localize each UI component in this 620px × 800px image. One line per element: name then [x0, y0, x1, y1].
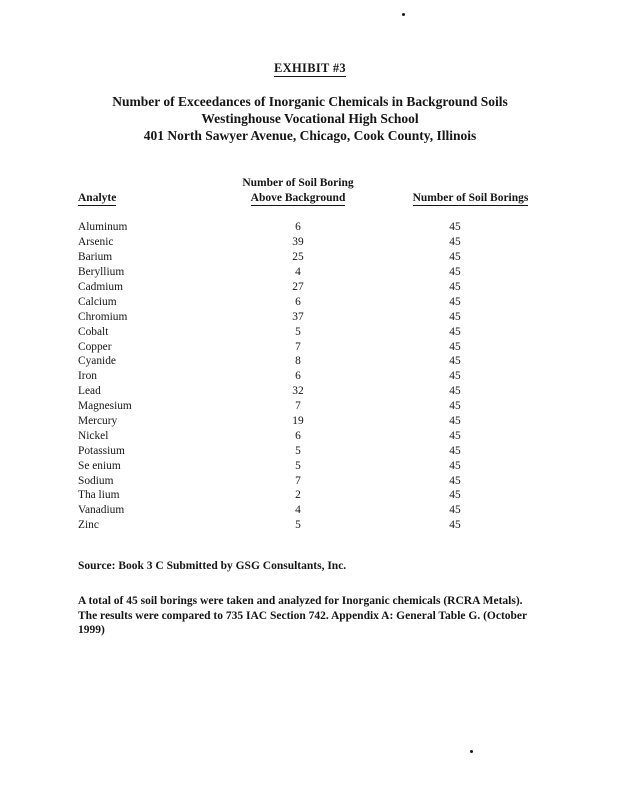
analysis-note-line-1: A total of 45 soil borings were taken and analyzed for Inorganic chemicals (RCRA Metals).: [78, 595, 523, 607]
table-row: [78, 235, 552, 250]
table-row: [78, 220, 552, 235]
analyte-cell: Iron: [78, 370, 97, 383]
analyte-cell: Cobalt: [78, 325, 109, 338]
borings-cell: 45: [449, 385, 461, 398]
borings-cell: 45: [449, 295, 461, 308]
above-background-cell: 6: [295, 429, 301, 442]
table-row: [78, 384, 552, 399]
above-background-cell: 7: [295, 340, 301, 353]
document-title-line-2: Westinghouse Vocational High School: [201, 110, 419, 126]
above-background-cell: 6: [295, 370, 301, 383]
borings-cell: 45: [449, 340, 461, 353]
above-background-cell: 7: [295, 400, 301, 413]
above-background-cell: 39: [292, 236, 304, 249]
document-title-line-3: 401 North Sawyer Avenue, Chicago, Cook County, Illinois: [143, 127, 477, 143]
borings-cell: 45: [449, 281, 461, 293]
borings-cell: 45: [449, 474, 461, 487]
table-row: [78, 443, 552, 458]
above-background-cell: 5: [295, 325, 301, 338]
borings-cell: 45: [449, 266, 461, 279]
analyte-cell: Mercury: [78, 415, 118, 428]
scan-speck: [470, 750, 473, 753]
above-background-cell: 4: [295, 504, 301, 517]
table-row: [78, 473, 552, 488]
analyte-cell: Sodium: [78, 474, 114, 487]
borings-cell: 45: [449, 400, 461, 413]
borings-column-header: Number of Soil Borings: [412, 192, 529, 204]
borings-cell: 45: [449, 519, 461, 532]
exceedances-column-header-line2: Above Background: [250, 192, 346, 204]
above-background-cell: 8: [295, 355, 301, 368]
table-row: [78, 414, 552, 429]
borings-cell: 45: [449, 504, 461, 517]
analysis-note-line-3: 1999): [78, 624, 105, 637]
table-row: [78, 428, 552, 443]
table-row: [78, 339, 552, 354]
borings-cell: 45: [449, 489, 461, 502]
above-background-cell: 4: [295, 266, 301, 279]
table-row: [78, 324, 552, 339]
analyte-cell: Cyanide: [78, 355, 116, 368]
above-background-cell: 6: [295, 295, 301, 308]
document-title-line-1: Number of Exceedances of Inorganic Chemicals in Background Soils: [112, 94, 508, 109]
table-row: [78, 458, 552, 473]
above-background-cell: 37: [292, 310, 304, 323]
analyte-cell: Zinc: [78, 519, 99, 532]
borings-cell: 45: [449, 459, 461, 472]
table-row: [78, 369, 552, 384]
borings-cell: 45: [449, 236, 461, 249]
above-background-cell: 2: [295, 489, 301, 502]
table-row: [78, 399, 552, 414]
table-row: [78, 250, 552, 265]
borings-cell: 45: [449, 251, 461, 264]
table-row: [78, 309, 552, 324]
analyte-cell: Potassium: [78, 444, 125, 457]
above-background-cell: 19: [292, 415, 304, 428]
analyte-cell: Aluminum: [78, 221, 128, 234]
analyte-cell: Se enium: [78, 459, 121, 472]
analyte-cell: Chromium: [78, 310, 128, 323]
analysis-note-line-2: The results were compared to 735 IAC Section 742. Appendix A: General Table G. (October: [78, 609, 528, 622]
borings-cell: 45: [449, 325, 461, 338]
analyte-cell: Copper: [78, 340, 112, 353]
table-row: [78, 280, 552, 295]
analysis-note: [78, 594, 590, 638]
above-background-cell: 5: [295, 459, 301, 472]
borings-cell: 45: [449, 221, 461, 234]
above-background-cell: 32: [292, 385, 304, 398]
above-background-cell: 5: [295, 519, 301, 532]
borings-cell: 45: [449, 370, 461, 383]
above-background-cell: 6: [295, 221, 301, 234]
scan-speck: [402, 13, 405, 16]
above-background-cell: 7: [295, 474, 301, 487]
analyte-cell: Arsenic: [78, 236, 114, 249]
above-background-cell: 25: [292, 251, 304, 264]
analyte-column-header: Analyte: [78, 192, 117, 204]
document-title: [0, 94, 620, 144]
borings-cell: 45: [449, 415, 461, 428]
table-row: [78, 265, 552, 280]
exceedances-column-header-line1: Number of Soil Boring: [242, 177, 354, 189]
analyte-cell: Tha lium: [78, 489, 120, 502]
exceedances-table: [78, 220, 552, 533]
analyte-cell: Cadmium: [78, 281, 123, 293]
analyte-cell: Beryllium: [78, 266, 125, 279]
above-background-cell: 27: [292, 281, 304, 293]
table-body: [78, 220, 552, 533]
analyte-cell: Magnesium: [78, 400, 132, 413]
table-row: [78, 518, 552, 533]
source-note: Source: Book 3 C Submitted by GSG Consultants, Inc.: [78, 560, 347, 572]
table-row: [78, 294, 552, 309]
table-row: [78, 503, 552, 518]
analyte-cell: Calcium: [78, 295, 117, 308]
borings-cell: 45: [449, 310, 461, 323]
analyte-cell: Nickel: [78, 429, 109, 442]
borings-cell: 45: [449, 355, 461, 368]
analyte-cell: Vanadium: [78, 504, 125, 517]
above-background-cell: 5: [295, 444, 301, 457]
analyte-cell: Lead: [78, 385, 101, 398]
borings-cell: 45: [449, 429, 461, 442]
table-row: [78, 354, 552, 369]
table-row: [78, 488, 552, 503]
borings-cell: 45: [449, 444, 461, 457]
exhibit-label: EXHIBIT #3: [274, 61, 346, 75]
analyte-cell: Barium: [78, 251, 113, 264]
